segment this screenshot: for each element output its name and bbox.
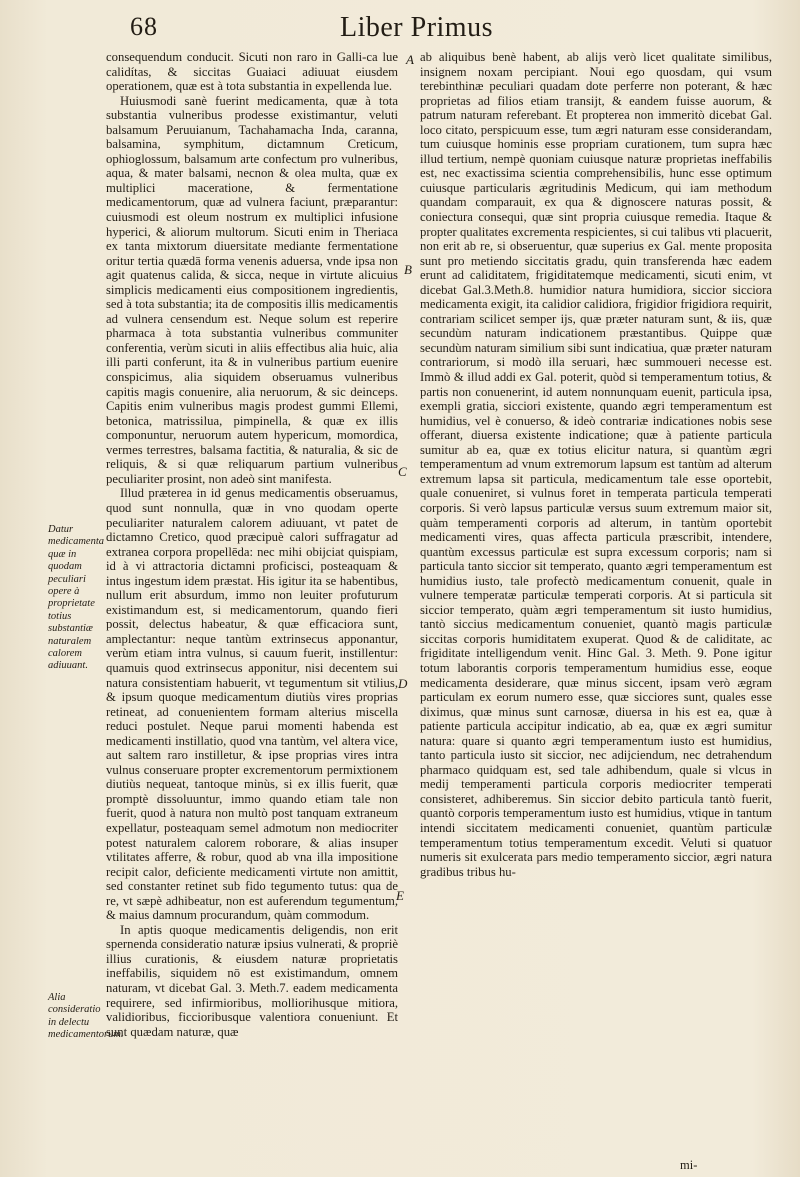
paragraph: Huiusmodi sanè fuerint medicamenta, quæ à tota substantia vulneribus prodesse existimantur, veluti balsamum Peruuianum, Tachahamacha Inda, caranna, balsamina, symphitum, dictamnum Creticum, ophioglossum, balsamum arte confectum pro vulneribus, aqua, & mater balsami, necnon & olea multa, quæ ex multiplici maceratione, & fermentatione medicamentorum, quæ ad vulnera faciunt, præparantur: cuiusmodi est oleum nostrum ex multiplici infusione hyperici, & aliorum multorum. Sicuti enim in Theriaca ex tanta mixtorum diuersitate mediante fermentatione oritur tertia quædā forma venenis aduersa, vnde ipsa non agit quatenus calida, & sicca, neque in virtute alicuius simplicis medicamenti eius compositionem ingredientis, sed à tota substantia; ita de compositis illis medicamentis ad vulnera censendum est. Neque solum est reperire pharmaca à tota substantia vulneribus communiter conferentia, verùm sicuti in aliis effectibus alia huic, alia illi parti conferunt, ita & in vulneribus partium euenire conspicimus, alia siquidem obseruamus vulneribus capitis magis conuenire, alia neruorum, & sic deinceps. Capitis enim vulneribus magis prodest gummi Ellemi, betonica, matrissilua, pimpinella, & quæ ex illis componuntur, neruorum autem hypericum, momordica, vermes terrestres, balsama factitia, & naturalia, & sic de reliquis, & si quæ reliquarum partium vulneribus peculiariter prosint, non adeò sint manifesta. <box>106 93 398 486</box>
section-letter: C <box>398 464 407 479</box>
catchword: mi- <box>680 1158 698 1172</box>
marginal-note: Datur medicamenta quæ in quodam peculiari opere à proprietate totius substantiæ naturalem calorem adiuuant. <box>48 524 104 672</box>
paragraph: In aptis quoque medicamentis deligendis, non erit spernenda consideratio naturæ ipsius vulnerati, & propriè illius curationis, & eiusdem naturæ proprietatis ineffabilis, siquidem nō est existimandum, omnem naturam, vt dicebat Gal. 3. Meth.7. eadem medicamenta requirere, sed infirmioribus, molliorihusque mitiora, validioribus, ficcioribusque valentiora conueniunt. Et sunt quædam naturæ, quæ <box>106 922 398 1039</box>
marginal-note: Alia consideratio in delectu medicamentorum. <box>48 992 124 1041</box>
right-text-column <box>420 50 772 879</box>
running-title: Liber Primus <box>340 12 493 43</box>
section-letter: D <box>398 676 408 691</box>
section-letter: B <box>404 262 412 277</box>
section-letter: A <box>406 52 414 67</box>
page-number: 68 <box>130 12 158 41</box>
paragraph: consequendum conducit. Sicuti non raro in Galli-ca lue calidítas, & siccitas Guaiaci adiuuat eiusdem operationem, quæ est à tota substantia in expellenda lue. <box>106 50 398 94</box>
paragraph: Illud præterea in id genus medicamentis obseruamus, quod sunt nonnulla, quæ in vno quodam operte peculiariter naturalem calorem adiuuant, vt patet de dictamno Cretico, quod præcipuè calori suffragatur ad extranea corpora propellēda: nec mihi obijciat quispiam, id à vi attractoria dictamni proficisci, posteaquam & intus ingestum idem præstat. His igitur ita se habentibus, nullum erit absurdum, immo non leuiter profuturum existimandum est, si medicamentorum, quando fieri possit, delectus habeatur, & quæ efficaciora sunt, amplectantur: neque tantùm extrinsecus apponantur, verùm etiam intra vulnus, si cauum fuerit, instillentur: quamuis quod extrinsecus apponitur, nisi decentem sui natura consistentiam habuerit, vt tegumentum sit vtilius, & ipsum quoque medicamentum diutiùs vires proprias retineat, ad conuenientem formam alterius miscella reduci postulet. Neque parui momenti habenda est medicamenti instillatio, quod vna tantùm, vel altera vice, aut saltem raro instilletur, & ipse proprias vires intra vulnus conseruare propter excrementorum permixtionem diutiùs nequeat, tantoque minùs, si ex illis fuerit, quæ promptè dissoluuntur, immo quando etiam tale non fuerit, quod à natura non multò post tanquam extraneum expellatur, posteaquam semel admotum non mediocriter potest naturalem calorem roborare, & alias insuper vtilitates afferre, & robur, quod ab vna illa impositione recipit calor, deficiente medicamenti virtute non amittit, sed constanter retinet sub fido tegumento tutus: qua de re, vt sæpè adhibeatur, non est auferendum tegumentum, & maius damnum procurandum, quàm commodum. <box>106 486 398 923</box>
page-header <box>130 10 770 46</box>
left-text-column <box>106 50 398 1039</box>
paragraph: ab aliquibus benè habent, ab alijs verò licet qualitate similibus, insignem noxam percipiant. Noui ego quosdam, qui vsum terebinthinæ peculiari quadam dote perferre non poterant, & hæc proprietas ad filios etiam transijt, & eandem fuisse auorum, & patrum naturam referebant. Et propterea non immeritò dicebat Gal. loco citato, perspicuum esse, tum ægri naturam esse considerandam, tum cuiusque hominis esse propriam curationem, tum supra hæc illud tertium, nempè quoniam cuiusque naturæ proprietas ineffabilis est, nec exactissima scientia comprehensibilis, hunc esse optimum cuiusque particularis ægritudinis Medicum, qui iam methodum quandam comparauit, ex qua & dignoscere naturas possit, & coniectura consequi, quæ sint propria cuiusque remedia. Itaque & propter qualitates excrementa respicientes, si cui talibus vti placuerit, non erit ab re, si obseruentur, quæ superius ex Gal. mente proposita sunt pro metiendo siccitatis gradu, quin transferenda hæc eadem erunt ad caliditatem, frigiditatemque medicamenti, sicuti enim, vt dicebat Gal.3.Meth.8. humidior natura humidiora, siccior sicciora medicamenta exigit, ita calidior calidiora, frigidior frigidiora requirit, contrariam scilicet semper ijs, quæ præter naturam sunt, & iis, quæ secundùm naturam indicationem præstantibus. Quippe quæ secundùm naturam similium sibi sunt indicatiua, quæ præter naturam contrariorum, si modò illa seruari, hæc summoueri necesse est. Immò & illud addi ex Gal. poterit, quòd si temperamentum totius, & partis non conuenerint, id autem nonnunquam euenit, particula ipsa, exempli gratia, sicciori existente, quando ægri temperamentum est humidius, vel è conuerso, & ideò contrariæ indicationes nobis sese offerant, diuersa existente indicatione; quæ à patiente particula sumitur ab ea, quæ ex totius elicitur natura, si quantùm ægri temperamentum ad vnum extremorum lapsum est tantùm ad alterum extremum lapsa sit particula, medicamentum tale esse oportebit, quale conueniret, si vulnus foret in temperata particula temperati corporis. Si verò lapsus particulæ versus suum extremum maior sit, quàm temperamenti corporis ad alterum, in tantùm oportebit medicamenti vires, quas affecta particula præscribit, intendere, quantùm excessus particulæ est supra excessum corporis; nam si particula tanto siccior sit temperato, quanto ægri temperamentum est humidius iusto, tale profectò medicamentum conuenit, quale in vulnere temperatæ particulæ temperati corporis. At si particula sit siccior temperato, quàm ægri temperamentum sit iusto humidius, tantò siccius medicamentum conueniet, quantò magis particulæ siccitas corporis humiditatem exuperat. Quod & de caliditate, ac frigiditate intelligendum venit. Hinc Gal. 3. Meth. 9. Pone igitur totum laborantis corporis temperamentum humidius esse, eoque medicamenta desiderare, quæ minus siccent, ipsam verò ægram particulam ex eorum numero esse, quæ sicciores sunt, quales esse diximus, quæ minus sunt carnosæ, diuersa in his est ea, quæ à patiente particula accipitur indicatio, ab ea, quæ ex ægri sumitur natura: quare si quanto ægri temperamentum iusto est humidius, tanto particula iusto sit siccior, nec adijciendum, nec detrahendum pharmaco quidquam est, sed tale adhibendum, quale si vlcus in medij temperamenti particula corporis mediocriter temperati consisteret, adhiberemus. Sin siccior debito particula tantò fuerit, quantò corporis temperamentum iusto est humidius, vtique in tantum intendi siccitatem medicamenti conueniet, quantùm particulæ temperamentum totius temperamentum excedit. Veluti si quatuor numeris sit exulcerata pars medio temperamento siccior, ægri natura gradibus tribus hu- <box>420 50 772 879</box>
section-letter: E <box>396 888 404 903</box>
